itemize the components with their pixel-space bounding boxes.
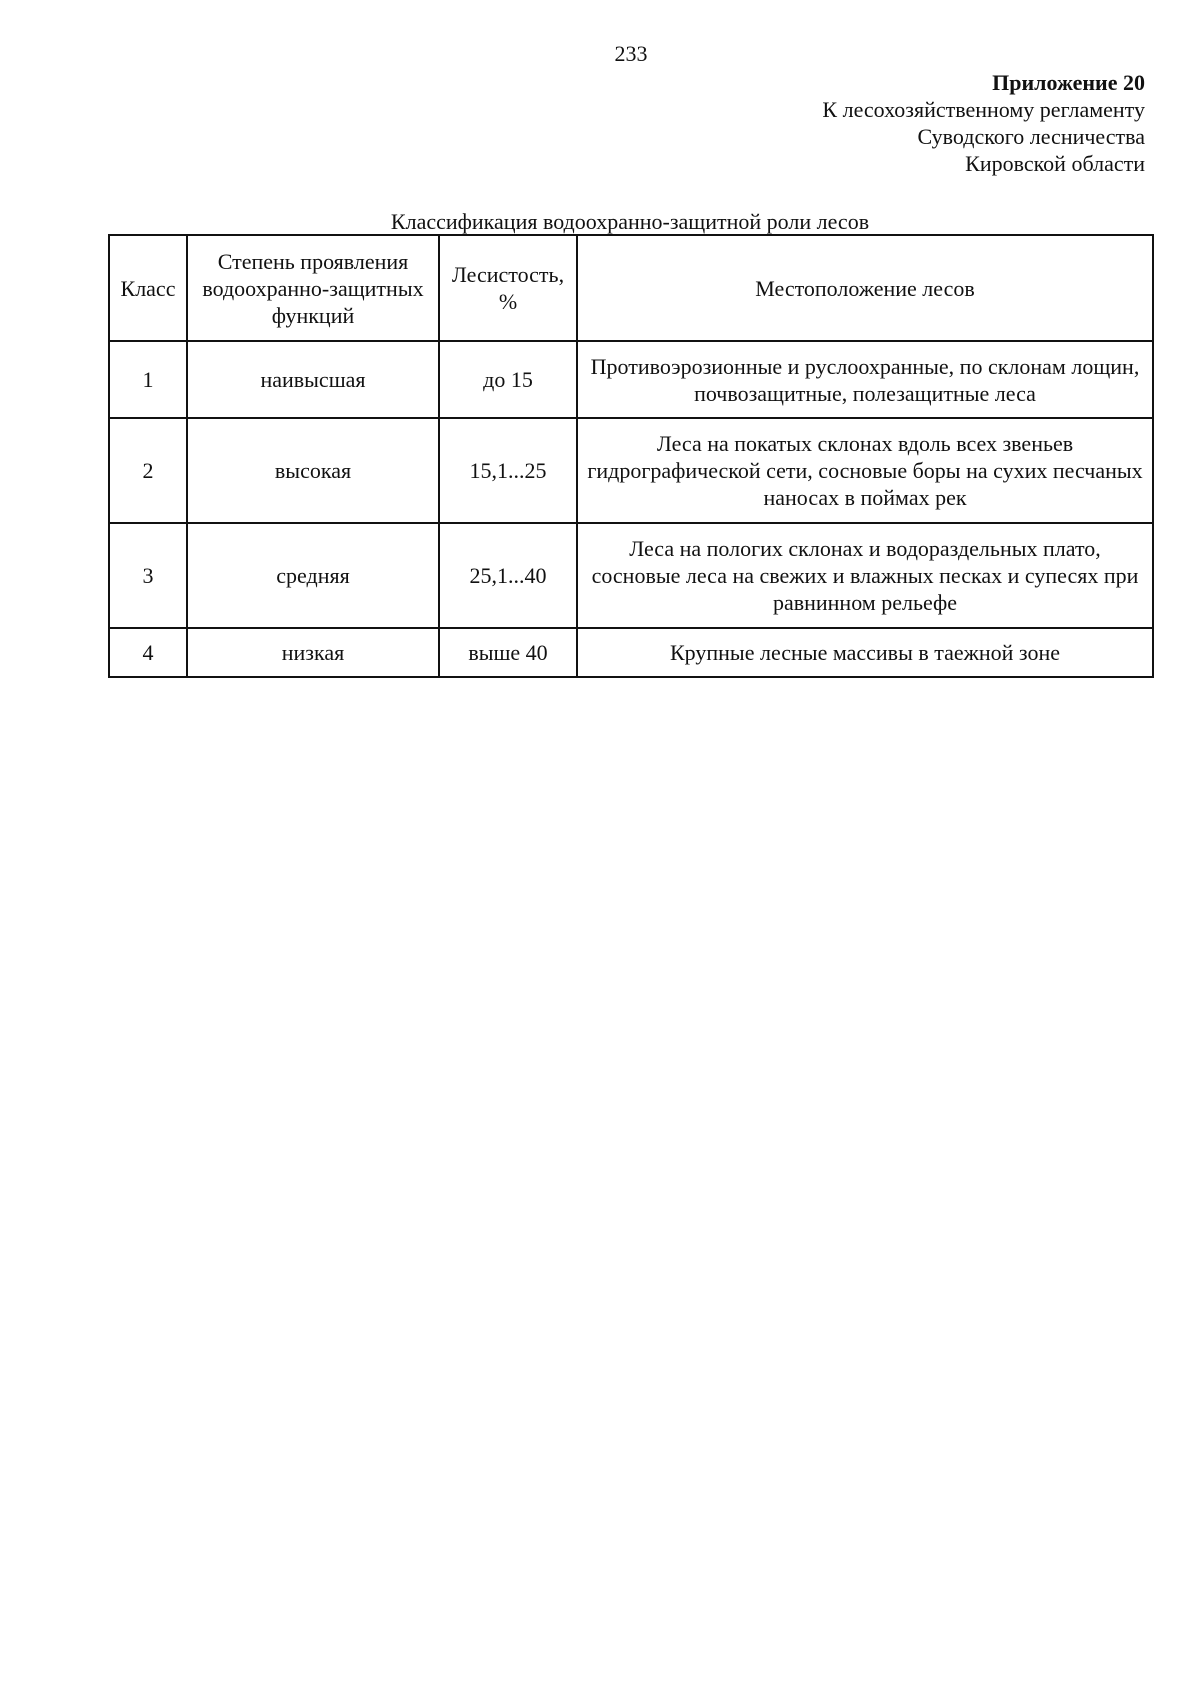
table-caption: Классификация водоохранно-защитной роли лесов [390,209,870,234]
header-degree: Степень проявления водоохранно-защитных функций [187,235,439,341]
table-row [109,341,1153,418]
table-row [109,628,1153,677]
cell-degree: низкая [187,628,439,677]
cell-location: Противоэрозионные и руслоохранные, по склонам лощин, почвозащитные, полезащитные леса [577,341,1153,418]
cell-degree: наивысшая [187,341,439,418]
cell-location: Леса на пологих склонах и водораздельных плато, сосновые леса на свежих и влажных песках и супесях при равнинном рельефе [577,523,1153,628]
header-class: Класс [109,235,187,341]
appendix-header [625,69,1145,177]
cell-forest-cover: выше 40 [439,628,577,677]
cell-forest-cover: 15,1...25 [439,418,577,523]
table-row [109,523,1153,628]
cell-degree: высокая [187,418,439,523]
appendix-line-forestry: Суводского лесничества [917,124,1145,149]
cell-class: 3 [109,523,187,628]
cell-forest-cover: до 15 [439,341,577,418]
header-location: Местоположение лесов [577,235,1153,341]
cell-degree: средняя [187,523,439,628]
table-header-row [109,235,1153,341]
classification-table [108,234,1154,678]
cell-location: Крупные лесные массивы в таежной зоне [577,628,1153,677]
cell-class: 1 [109,341,187,418]
cell-class: 4 [109,628,187,677]
page-number: 233 [614,41,648,66]
appendix-line-region: Кировской области [965,151,1145,176]
appendix-title: Приложение 20 [992,70,1145,95]
cell-class: 2 [109,418,187,523]
table-row [109,418,1153,523]
header-forest-cover: Лесистость, % [439,235,577,341]
appendix-line-regulation: К лесохозяйственному регламенту [822,97,1145,122]
cell-forest-cover: 25,1...40 [439,523,577,628]
cell-location: Леса на покатых склонах вдоль всех звеньев гидрографической сети, сосновые боры на сухих песчаных наносах в поймах рек [577,418,1153,523]
